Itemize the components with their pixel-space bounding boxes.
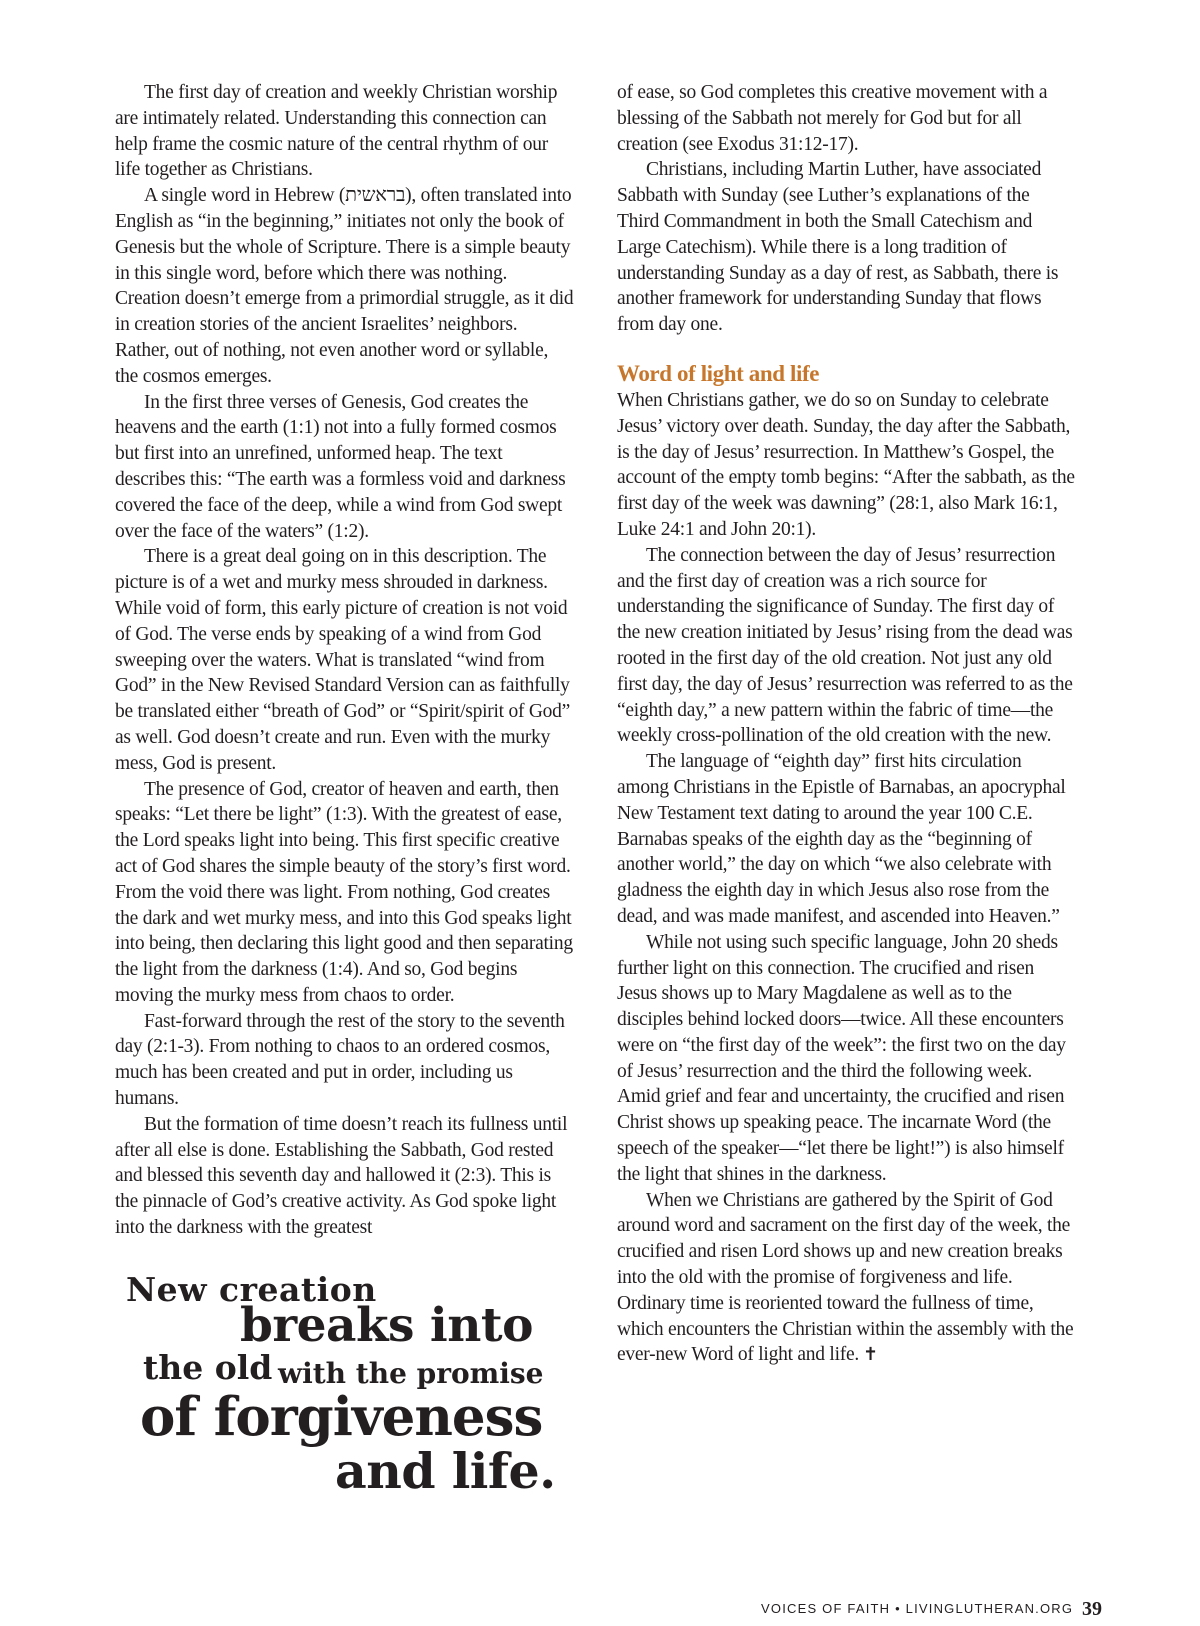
conclusion-text: When we Christians are gathered by the Spirit of God around word and sacrament on the first day of the week, the crucified and risen Lord shows up and new creation breaks into the old with the promise of forgiveness and life. Ordinary time is reoriented toward the fullness of time, which encounters the Christian within the assembly with the ever-new Word of light and life. bbox=[617, 1189, 1074, 1366]
paragraph-john-20: While not using such specific language, John 20 sheds further light on this connection. The crucified and risen Jesus shows up to Mary Magdalene as well as to the disciples behind locked doors—twice. All these encounters were on “the first day of the week”: the first two on the day of Jesus’ resurrection and the third the following week. Amid grief and fear and uncertainty, the crucified and risen Christ shows up speaking peace. The incarnate Word (the speech of the speaker—“let there be light!”) is also himself the light that shines in the darkness. bbox=[617, 931, 1066, 1185]
section-heading: Word of light and life bbox=[617, 360, 820, 386]
footer-site: LIVINGLUTHERAN.ORG bbox=[905, 1601, 1074, 1616]
paragraph-intro: The first day of creation and weekly Christian worship are intimately related. Understanding this connection can help frame the cosmic nature of the central rhythm of our life together as Christians. bbox=[115, 82, 558, 181]
paragraph-seventh-day: Fast-forward through the rest of the story to the seventh day (2:1-3). From nothing to chaos to an ordered cosmos, much has been created and put in order, including us humans. bbox=[115, 1010, 565, 1110]
pull-quote-line: New creation bbox=[126, 1270, 377, 1309]
paragraph-eighth-day: The language of “eighth day” first hits circulation among Christians in the Epistle of Barnabas, an apocryphal New Testament text dating to around the year 100 C.E. Barnabas speaks of the eighth day as the “beginning of another world,” the day on which “we also celebrate with gladness the eighth day in which Jesus also rose from the dead, and was made manifest, and ascended into Heaven.” bbox=[617, 751, 1066, 927]
pull-quote bbox=[120, 1266, 575, 1526]
page-footer bbox=[761, 1598, 1102, 1621]
paragraph-let-there-be-light: The presence of God, creator of heaven and earth, then speaks: “Let there be light” (1:3). With the greatest of ease, the Lord speaks light into being. This first specific creative act of God shares the simple beauty of the story’s first word. From the void there was light. From nothing, God creates the dark and wet murky mess, and into this God speaks light into being, then declaring this light good and then separating the light from the darkness (1:4). And so, God begins moving the murky mess from chaos to order. bbox=[115, 778, 573, 1006]
paragraph-description: There is a great deal going on in this description. The picture is of a wet and murky mess shrouded in darkness. While void of form, this early picture of creation is not void of God. The verse ends by speaking of a wind from God sweeping over the waters. What is translated “wind from God” in the New Revised Standard Version can as faithfully be translated either “breath of God” or “Spirit/spirit of God” as well. God doesn’t create and run. Even with the murky mess, God is present. bbox=[115, 546, 571, 774]
footer-section: VOICES OF FAITH bbox=[761, 1601, 891, 1616]
page-number: 39 bbox=[1082, 1598, 1102, 1620]
pull-quote-line: with the promise bbox=[278, 1357, 544, 1390]
paragraph-sabbath: But the formation of time doesn’t reach its fullness until after all else is done. Establishing the Sabbath, God rested and blessed this seventh day and hallowed it (2:3). This is the pinnacle of God’s creative activity. As God spoke light into the darkness with the greatest bbox=[115, 1113, 568, 1239]
left-column bbox=[115, 80, 575, 1241]
paragraph-conclusion bbox=[617, 1188, 1075, 1369]
pull-quote-line: of forgiveness bbox=[140, 1386, 543, 1448]
paragraph-hebrew-word: A single word in Hebrew (בראשית), often translated into English as “in the beginning,” initiates not only the book of Genesis but the whole of Scripture. There is a simple beauty in this single word, before which there was nothing. Creation doesn’t emerge from a primordial struggle, as it did in creation stories of the ancient Israelites’ neighbors. Rather, out of nothing, not even another word or syllable, the cosmos emerges. bbox=[115, 185, 574, 387]
paragraph-luther: Christians, including Martin Luther, have associated Sabbath with Sunday (see Luther’s explanations of the Third Commandment in both the Small Catechism and Large Catechism). While there is a long tradition of understanding Sunday as a day of rest, as Sabbath, there is another framework for understanding Sunday that flows from day one. bbox=[617, 159, 1059, 336]
footer-separator: • bbox=[895, 1601, 901, 1616]
right-column bbox=[617, 80, 1075, 1368]
paragraph-gathering: When Christians gather, we do so on Sunday to celebrate Jesus’ victory over death. Sunday, the day after the Sabbath, is the day of Jesus’ resurrection. In Matthew’s Gospel, the account of the empty tomb begins: “After the sabbath, as the first day of the week was dawning” (28:1, also Mark 16:1, Luke 24:1 and John 20:1). bbox=[617, 389, 1075, 540]
paragraph-connection: The connection between the day of Jesus’ resurrection and the first day of creation was a rich source for understanding the significance of Sunday. The first day of the new creation initiated by Jesus’ rising from the dead was rooted in the first day of the old creation. Not just any old first day, the day of Jesus’ resurrection was referred to as the “eighth day,” a new pattern within the fabric of time—the weekly cross-pollination of the old creation with the new. bbox=[617, 544, 1073, 747]
cross-icon: ✝ bbox=[863, 1344, 878, 1366]
paragraph-continuation: of ease, so God completes this creative movement with a blessing of the Sabbath not merely for God but for all creation (see Exodus 31:12-17). bbox=[617, 82, 1048, 155]
pull-quote-line: the old bbox=[143, 1348, 273, 1387]
pull-quote-line: breaks into bbox=[240, 1298, 533, 1353]
pull-quote-line: and life. bbox=[335, 1442, 556, 1500]
paragraph-first-verses: In the first three verses of Genesis, God creates the heavens and the earth (1:1) not into a fully formed cosmos but first into an unrefined, unformed heap. The text describes this: “The earth was a formless void and darkness covered the face of the deep, while a wind from God swept over the face of the waters” (1:2). bbox=[115, 391, 566, 542]
